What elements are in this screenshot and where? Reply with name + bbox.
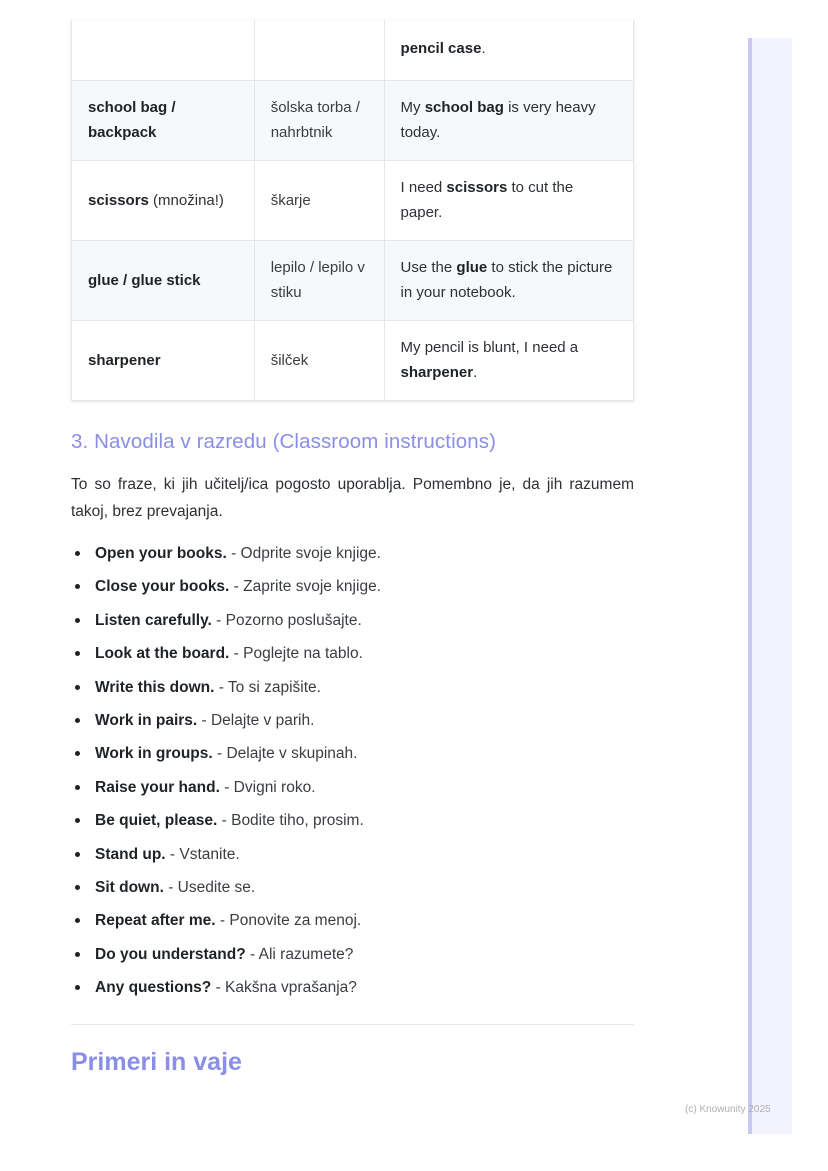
list-item: Raise your hand. - Dvigni roko.	[71, 774, 634, 807]
term-cell: school bag / backpack	[72, 80, 255, 160]
term-cell: scissors (množina!)	[72, 160, 255, 240]
horizontal-divider	[71, 1024, 634, 1025]
example-cell: I need scissors to cut the paper.	[384, 160, 633, 240]
list-item: Work in pairs. - Delajte v parih.	[71, 707, 634, 740]
table-row	[72, 160, 634, 240]
translation-cell: lepilo / lepilo v stiku	[254, 240, 384, 320]
list-item: Do you understand? - Ali razumete?	[71, 941, 634, 974]
instructions-list	[71, 540, 634, 1007]
table-row	[72, 20, 634, 80]
section-heading: 3. Navodila v razredu (Classroom instructions)	[71, 430, 496, 453]
translation-cell: šilček	[254, 320, 384, 400]
list-item: Any questions? - Kakšna vprašanja?	[71, 974, 634, 1007]
list-item: Write this down. - To si zapišite.	[71, 674, 634, 707]
list-item: Repeat after me. - Ponovite za menoj.	[71, 907, 634, 940]
term-cell: sharpener	[72, 320, 255, 400]
list-item: Listen carefully. - Pozorno poslušajte.	[71, 607, 634, 640]
section-intro: To so fraze, ki jih učitelj/ica pogosto uporablja. Pomembno je, da jih razumem takoj, brez prevajanja.	[71, 476, 634, 520]
list-item: Sit down. - Usedite se.	[71, 874, 634, 907]
vocabulary-table	[71, 20, 634, 401]
example-cell: My pencil is blunt, I need a sharpener.	[384, 320, 633, 400]
term-cell: glue / glue stick	[72, 240, 255, 320]
list-item: Open your books. - Odprite svoje knjige.	[71, 540, 634, 573]
translation-cell	[254, 20, 384, 80]
translation-cell: šolska torba / nahrbtnik	[254, 80, 384, 160]
list-item: Close your books. - Zaprite svoje knjige.	[71, 573, 634, 606]
table-row	[72, 240, 634, 320]
side-accent-panel	[748, 38, 792, 1134]
example-cell: My school bag is very heavy today.	[384, 80, 633, 160]
table-row	[72, 320, 634, 400]
table-row	[72, 80, 634, 160]
list-item: Look at the board. - Poglejte na tablo.	[71, 640, 634, 673]
example-cell: pencil case.	[384, 20, 633, 80]
term-cell	[72, 20, 255, 80]
footer-credit: (c) Knowunity 2025	[685, 1104, 771, 1115]
list-item: Work in groups. - Delajte v skupinah.	[71, 740, 634, 773]
list-item: Be quiet, please. - Bodite tiho, prosim.	[71, 807, 634, 840]
example-cell: Use the glue to stick the picture in your notebook.	[384, 240, 633, 320]
translation-cell: škarje	[254, 160, 384, 240]
next-section-heading: Primeri in vaje	[71, 1048, 242, 1076]
list-item: Stand up. - Vstanite.	[71, 841, 634, 874]
